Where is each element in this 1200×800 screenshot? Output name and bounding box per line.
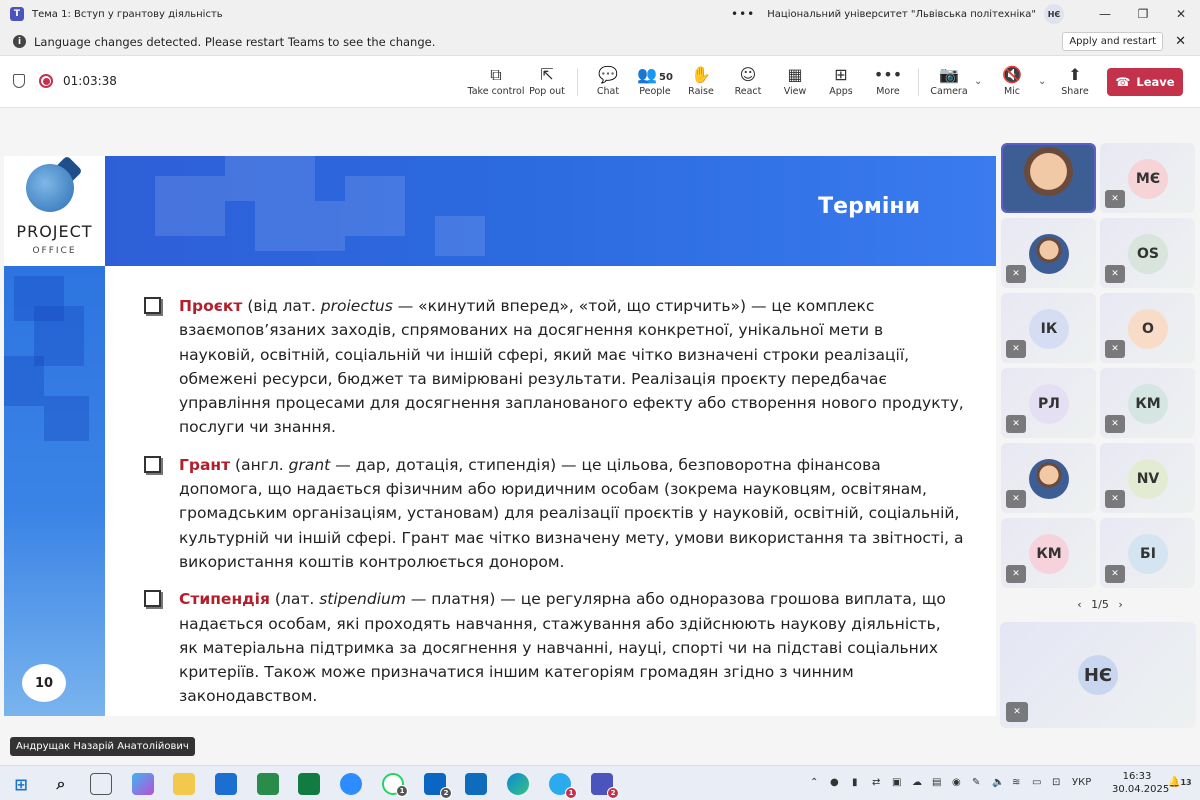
tray-icon[interactable]: ▤ (932, 777, 942, 788)
participant-tile[interactable] (1001, 143, 1096, 213)
decor-square (255, 201, 345, 251)
hand-icon: ✋ (691, 65, 711, 84)
globe-icon (26, 164, 74, 212)
more-options-icon[interactable]: ••• (731, 7, 756, 21)
term-item (144, 294, 964, 440)
self-video-tile[interactable] (1000, 622, 1196, 728)
teams-taskbar-icon[interactable] (591, 773, 616, 797)
close-notice-icon[interactable]: ✕ (1175, 34, 1186, 49)
taskbar-clock[interactable] (1112, 770, 1170, 796)
language-notice-bar (0, 28, 1200, 56)
next-page-icon[interactable]: › (1118, 598, 1123, 611)
minimize-button[interactable]: — (1099, 7, 1111, 21)
decor-square (435, 216, 485, 256)
phone-hangup-icon: ☎ (1115, 75, 1131, 89)
presenter-name-label: Андрущак Назарій Анатолійович (10, 737, 195, 756)
share-button[interactable] (1045, 64, 1105, 97)
decor-square (44, 396, 89, 441)
excel-icon[interactable] (298, 773, 320, 795)
recording-icon (39, 74, 53, 88)
camera-label: Camera (930, 86, 968, 97)
participant-avatar: КМ (1128, 384, 1168, 424)
calendar-icon[interactable] (257, 773, 279, 795)
search-icon[interactable]: ⌕ (56, 774, 66, 793)
participant-tile[interactable] (1001, 368, 1096, 438)
wifi-icon[interactable]: ≋ (1012, 777, 1021, 788)
shared-slide (4, 156, 996, 716)
take-control-label: Take control (467, 86, 525, 97)
mic-muted-icon: ✕ (1006, 702, 1028, 722)
organization-name[interactable]: Національний університет "Львівська політехніка" (767, 8, 1036, 20)
slide-header-banner (105, 156, 996, 266)
maximize-button[interactable]: ❐ (1137, 7, 1149, 21)
slide-content (144, 294, 964, 716)
pop-out-icon: ⇱ (540, 65, 554, 84)
tray-icon[interactable]: ◉ (952, 777, 961, 788)
tray-icon[interactable]: ✎ (972, 777, 981, 788)
shield-icon[interactable] (13, 74, 25, 88)
share-label: Share (1061, 86, 1089, 97)
grid-icon: ▦ (787, 65, 803, 84)
whatsapp-icon[interactable] (382, 773, 404, 795)
mic-muted-icon: ✕ (1006, 265, 1026, 283)
decor-square (345, 176, 405, 236)
mic-muted-icon: ✕ (1105, 265, 1125, 283)
camera-options-chevron-icon[interactable]: ⌄ (974, 76, 983, 87)
share-icon: ⬆ (1068, 65, 1082, 84)
meeting-timer: 01:03:38 (63, 74, 117, 88)
mic-muted-icon: ✕ (1006, 340, 1026, 358)
whatsapp-badge: 1 (396, 785, 408, 797)
participant-tile[interactable] (1100, 443, 1195, 513)
term-title: Стипендія (179, 590, 270, 609)
apps-label: Apps (829, 86, 853, 97)
close-window-button[interactable]: ✕ (1175, 7, 1187, 21)
chat-label: Chat (596, 86, 620, 97)
chat-icon: 💬 (598, 65, 618, 84)
linkedin-badge: 2 (440, 787, 452, 799)
take-control-icon: ⧉ (490, 65, 502, 84)
participant-avatar: NV (1128, 459, 1168, 499)
react-label: React (734, 86, 762, 97)
participant-photo (1029, 459, 1069, 499)
copilot-icon[interactable] (132, 773, 154, 795)
mic-muted-icon: ✕ (1105, 340, 1125, 358)
teams-icon: T (10, 7, 24, 21)
zoom-icon[interactable] (340, 773, 362, 795)
logo-brand: PROJECT (16, 222, 93, 241)
participant-tile[interactable] (1001, 518, 1096, 588)
store-icon[interactable] (215, 773, 237, 795)
outlook-icon[interactable] (465, 773, 487, 795)
checkbox-bullet-icon (144, 297, 161, 314)
participants-pager (1070, 598, 1130, 611)
prev-page-icon[interactable]: ‹ (1077, 598, 1082, 611)
windows-start-icon[interactable]: ⊞ (14, 774, 28, 794)
slide-page-number: 10 (22, 664, 66, 702)
meeting-toolbar (0, 56, 1200, 108)
apply-and-restart-button[interactable]: Apply and restart (1062, 32, 1163, 51)
camera-off-icon: 📷 (939, 65, 959, 84)
raise-label: Raise (688, 86, 714, 97)
participant-photo (1029, 234, 1069, 274)
tray-icon[interactable]: ⊡ (1052, 777, 1061, 788)
people-label: People (639, 86, 671, 97)
participant-tile[interactable] (1001, 293, 1096, 363)
show-hidden-icons[interactable]: ⌃ (810, 777, 819, 788)
mic-muted-icon: 🔇 (1002, 65, 1022, 84)
more-button[interactable] (858, 64, 918, 97)
decor-square (4, 356, 44, 406)
participant-avatar: РЛ (1029, 384, 1069, 424)
volume-icon[interactable]: 🔈 (992, 777, 1005, 788)
checkbox-bullet-icon (144, 456, 161, 473)
notifications-count: 13 (1180, 778, 1192, 787)
term-pre: (лат. (269, 590, 320, 609)
user-avatar[interactable]: НЄ (1044, 4, 1064, 24)
plus-icon: ⊞ (834, 65, 848, 84)
checkbox-bullet-icon (144, 590, 161, 607)
term-item (144, 453, 964, 574)
mic-options-chevron-icon[interactable]: ⌄ (1038, 76, 1047, 87)
windows-taskbar (0, 765, 1200, 800)
teams-badge: 2 (607, 787, 619, 799)
participant-tile[interactable] (1100, 143, 1195, 213)
term-item (144, 587, 964, 708)
pop-out-label: Pop out (529, 86, 565, 97)
project-office-logo (4, 156, 105, 266)
people-count: 50 (659, 72, 673, 83)
people-glyph: 👥 (637, 65, 657, 84)
slide-title: Терміни (818, 194, 920, 219)
term-latin: grant (288, 455, 331, 474)
term-text: — платня) — це регулярна або одноразова грошова виплата, що надається особам, які проходять навчання, стажування або здійснюють наукову діяльність, як матеріальна підтримка за досягнення у навчанні, науці, спорті чи на підставі соціальних критеріїв. Також може призначатися іншим категоріям громадян згідно з чинним законодавством. (179, 590, 946, 706)
notifications-icon[interactable]: 🔔13 (1168, 777, 1192, 788)
linkedin-icon[interactable] (424, 773, 449, 797)
window-titlebar (0, 0, 1200, 28)
decor-square (225, 156, 315, 201)
telegram-icon[interactable] (549, 773, 574, 797)
participant-tile[interactable] (1100, 293, 1195, 363)
clock-time: 16:33 (1122, 771, 1152, 782)
participant-avatar: О (1128, 309, 1168, 349)
task-view-icon[interactable] (90, 773, 112, 795)
participant-tile[interactable] (1001, 218, 1096, 288)
edge-icon[interactable] (507, 773, 529, 795)
tray-icon[interactable]: ⇄ (872, 777, 881, 788)
tray-icon[interactable]: ● (830, 777, 839, 788)
leave-button[interactable] (1107, 68, 1183, 96)
term-latin: proiectus (320, 297, 393, 315)
ellipsis-icon: ••• (873, 65, 903, 84)
term-title: Грант (179, 455, 231, 474)
mic-tray-icon[interactable]: ▮ (852, 777, 858, 788)
term-pre: (від лат. (242, 297, 321, 315)
tray-icon[interactable]: ☁ (912, 777, 922, 788)
mic-muted-icon: ✕ (1006, 565, 1026, 583)
notice-message: Language changes detected. Please restart Teams to see the change. (34, 34, 436, 49)
info-icon: i (13, 35, 26, 48)
participant-tile[interactable] (1100, 518, 1195, 588)
participant-avatar: КМ (1029, 534, 1069, 574)
mic-button[interactable] (982, 64, 1042, 97)
participant-avatar: БІ (1128, 534, 1168, 574)
mic-label: Mic (1003, 86, 1021, 97)
battery-icon[interactable]: ▭ (1032, 777, 1042, 788)
mic-muted-icon: ✕ (1105, 490, 1125, 508)
mic-muted-icon: ✕ (1105, 565, 1125, 583)
term-text: — «кинутий вперед», «той, що стирчить») — це комплекс взаємопов’язаних заходів, спрямованих на досягнення конкретної, унікальної мети в науковій, освітній, соціальній чи іншій сфері, який має чітко визначені строки реалізації, обмежені ресурси, бюджет та вимірювані результати. Реалізація проєкту передбачає управління процесами для досягнення запланованого ефекту або створення нового продукту, послуги чи знання. (179, 297, 964, 437)
participant-tile[interactable] (1100, 368, 1195, 438)
term-pre: (англ. (230, 455, 289, 474)
clock-date: 30.04.2025 (1112, 784, 1170, 795)
participant-avatar: ІК (1029, 309, 1069, 349)
camera-button[interactable] (919, 64, 979, 97)
language-indicator[interactable]: УКР (1072, 777, 1092, 788)
term-title: Проєкт (179, 297, 243, 315)
telegram-badge: 1 (565, 787, 577, 799)
window-title: Тема 1: Вступ у грантову діяльність (32, 8, 223, 20)
self-avatar: НЄ (1078, 655, 1118, 695)
mic-muted-icon: ✕ (1105, 190, 1125, 208)
term-latin: stipendium (319, 590, 406, 609)
view-label: View (783, 86, 807, 97)
term-text: — дар, дотація, стипендія) — це цільова, безповоротна фінансова допомога, що надається фізичним або юридичним особам (зокрема науковцям, освітянам, громадським організаціям, установам) для реалізації проєктів у науковій, освітній, соціальній, культурній чи іншій сфері. Грант має чітко визначену мету, умови використання та звітності, а використання коштів контролюється донором. (179, 455, 964, 571)
smiley-icon: ☺ (739, 65, 757, 84)
file-explorer-icon[interactable] (173, 773, 195, 795)
participant-tile[interactable] (1001, 443, 1096, 513)
decor-square (155, 176, 225, 236)
participant-video (1003, 145, 1094, 211)
leave-label: Leave (1136, 75, 1175, 89)
mic-muted-icon: ✕ (1105, 415, 1125, 433)
participant-tile[interactable] (1100, 218, 1195, 288)
pop-out-button[interactable] (517, 64, 577, 97)
mic-muted-icon: ✕ (1006, 490, 1026, 508)
mic-muted-icon: ✕ (1006, 415, 1026, 433)
participant-avatar: МЄ (1128, 159, 1168, 199)
participant-avatar: OS (1128, 234, 1168, 274)
logo-brand-sub: OFFICE (32, 246, 77, 256)
more-label: More (876, 86, 900, 97)
slide-side-strip (4, 266, 105, 716)
page-indicator: 1/5 (1091, 598, 1109, 611)
tray-icon[interactable]: ▣ (892, 777, 902, 788)
